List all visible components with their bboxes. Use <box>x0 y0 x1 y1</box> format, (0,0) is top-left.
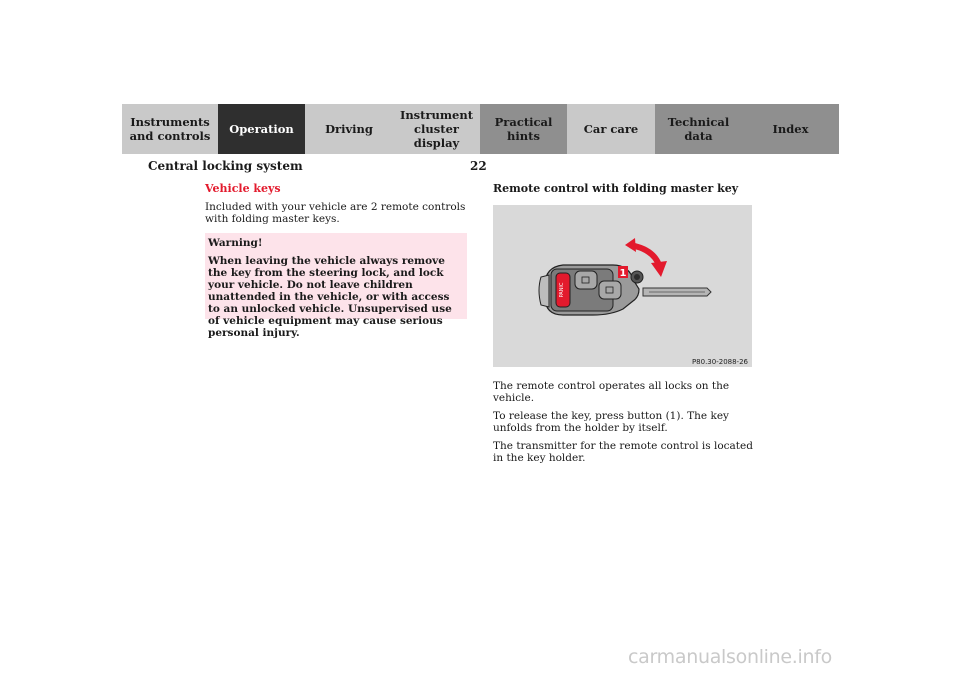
warning-text: When leaving the vehicle always remove the key from the steering lock, and lock your vehicle. Do not leave children unattended in the vehicle, or with access to an unlocked vehicle. Unsupervised use of vehicle equipment may cause serious personal injury. <box>208 255 452 339</box>
warning-box <box>205 233 467 339</box>
section-title: Central locking system <box>148 159 303 173</box>
right-column <box>493 182 755 470</box>
unlock-button <box>599 281 621 299</box>
remote-control-heading: Remote control with folding master key <box>493 182 739 195</box>
tab-technical-data[interactable]: Technical data <box>655 104 742 154</box>
tab-instruments-and-controls[interactable]: Instruments and controls <box>122 104 218 154</box>
section-tabs <box>122 104 839 154</box>
tab-practical-hints[interactable]: Practical hints <box>480 104 567 154</box>
fold-arrow-icon <box>625 238 667 277</box>
tab-operation[interactable]: Operation <box>218 104 305 154</box>
left-column <box>205 182 467 339</box>
tab-instrument-cluster-display[interactable]: Instrument cluster display <box>393 104 480 154</box>
remote-key-drawing <box>493 205 752 367</box>
key-blade <box>643 288 711 296</box>
figure-reference: P80.30-2088-26 <box>691 358 748 366</box>
panic-label: PANIC <box>559 282 565 298</box>
callout-number: 1 <box>619 268 627 279</box>
key-release-button <box>631 271 643 283</box>
tab-car-care[interactable]: Car care <box>567 104 655 154</box>
page-number: 22 <box>470 159 487 173</box>
remote-paragraph-3: The transmitter for the remote control is located in the key holder. <box>493 440 753 464</box>
remote-paragraph-2: To release the key, press button (1). The key unfolds from the holder by itself. <box>493 410 729 434</box>
tab-index[interactable]: Index <box>742 104 839 154</box>
key-illustration <box>493 205 752 367</box>
vehicle-keys-heading: Vehicle keys <box>205 182 281 195</box>
tab-driving[interactable]: Driving <box>305 104 393 154</box>
panic-button <box>556 273 570 307</box>
remote-paragraph-1: The remote control operates all locks on the vehicle. <box>493 380 730 404</box>
lock-button <box>575 271 597 289</box>
vehicle-keys-intro: Included with your vehicle are 2 remote controls with folding master keys. <box>205 201 466 225</box>
warning-title: Warning! <box>208 237 263 249</box>
watermark: carmanualsonline.info <box>628 646 832 668</box>
callout-1 <box>618 266 628 279</box>
